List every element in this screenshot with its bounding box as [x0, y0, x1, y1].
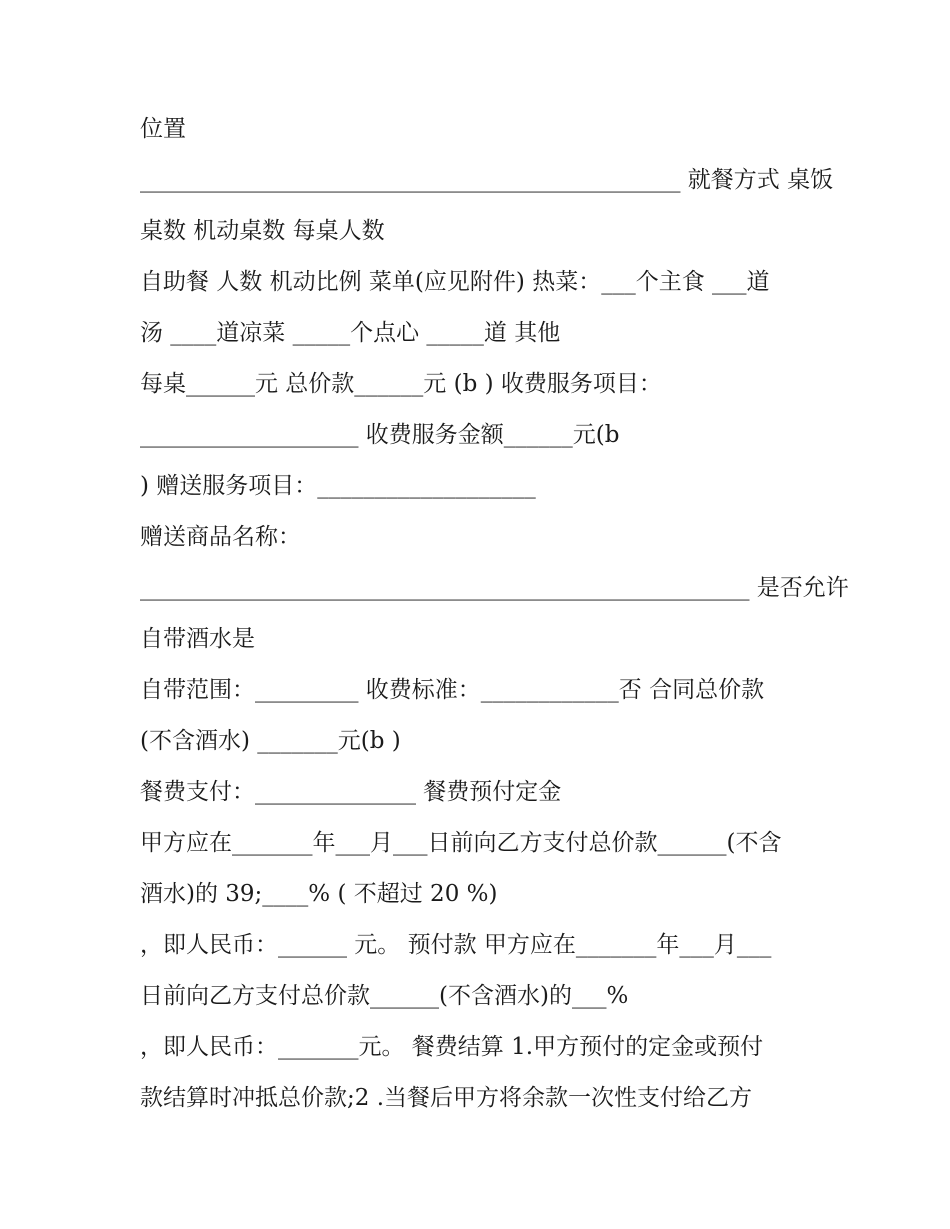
text-line: (不含酒水) _______元(b ): [140, 728, 401, 754]
text-line: 自带范围：_________ 收费标准：____________否 合同总价款: [140, 677, 765, 703]
text-line: 甲方应在_______年___月___日前向乙方支付总价款______(不含: [140, 830, 782, 856]
text-line: 自助餐 人数 机动比例 菜单(应见附件) 热菜：___个主食 ___道: [140, 269, 770, 295]
text-line: ) 赠送服务项目：___________________: [140, 473, 536, 499]
text-line: _______________________________________________ 就餐方式 桌饭: [140, 167, 834, 193]
text-line: 桌数 机动桌数 每桌人数: [140, 218, 385, 244]
text-line: 位置: [140, 116, 186, 142]
text-line: 款结算时冲抵总价款;2 .当餐后甲方将余款一次性支付给乙方: [140, 1085, 753, 1111]
text-line: 自带酒水是: [140, 626, 255, 652]
text-line: ，即人民币：_______元。 餐费结算 1.甲方预付的定金或预付: [140, 1034, 764, 1060]
text-line: 日前向乙方支付总价款______(不含酒水)的___%: [140, 983, 629, 1009]
text-line: ，即人民币：______ 元。 预付款 甲方应在_______年___月___: [140, 932, 772, 958]
text-line: 每桌______元 总价款______元 (b ) 收费服务项目：: [140, 371, 662, 397]
text-line: ___________________ 收费服务金额______元(b: [140, 422, 620, 448]
text-line: 餐费支付：______________ 餐费预付定金: [140, 779, 562, 805]
text-line: 酒水)的 39;____% ( 不超过 20 %): [140, 881, 498, 907]
text-line: 汤 ____道凉菜 _____个点心 _____道 其他: [140, 320, 561, 346]
text-line: 赠送商品名称：: [140, 524, 301, 550]
text-line: _____________________________________________________ 是否允许: [140, 575, 849, 601]
